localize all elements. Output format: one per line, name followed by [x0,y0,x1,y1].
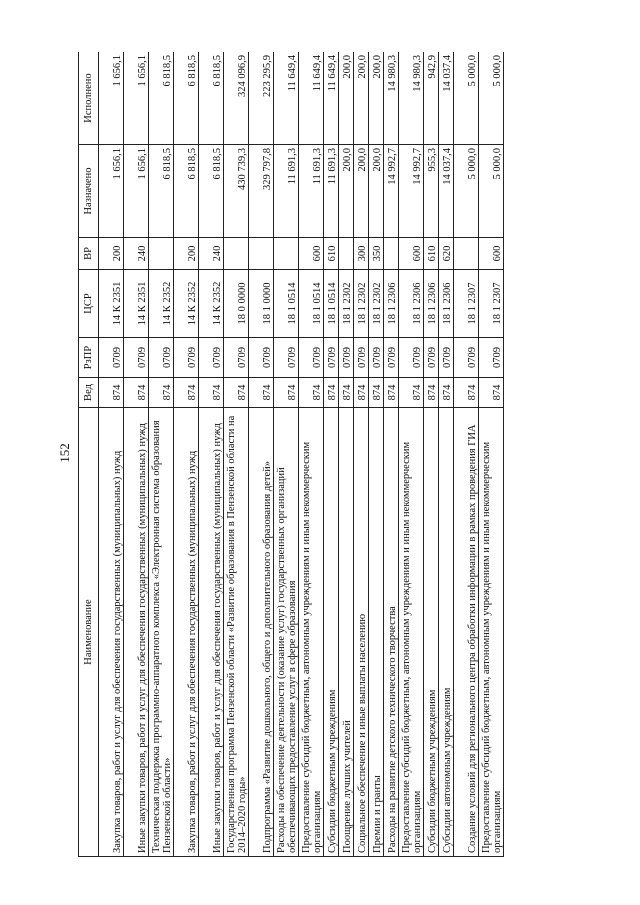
cell-assigned: 5 000,0 [454,145,479,238]
cell-executed: 11 649,4 [274,52,299,145]
header-csr: ЦСР [79,270,99,338]
cell-ved: 874 [274,378,299,408]
cell-vr: 240 [124,238,149,270]
cell-assigned: 6 818,5 [174,145,199,238]
cell-name: Закупка товаров, работ и услуг для обеспечения государственных (муниципальных) нужд [99,408,124,857]
cell-csr: 14 К 2351 [124,270,149,338]
cell-csr: 18 1 2306 [399,270,424,338]
cell-name: Иные закупки товаров, работ и услуг для обеспечения государственных (муниципальных) нужд [124,408,149,857]
cell-vr [454,238,479,270]
cell-ved: 874 [299,378,324,408]
cell-ved: 874 [124,378,149,408]
cell-executed: 14 980,3 [384,52,399,145]
cell-rzpr: 0709 [224,338,249,378]
cell-csr: 18 1 0000 [249,270,274,338]
cell-csr: 18 0 0000 [224,270,249,338]
cell-executed: 942,9 [424,52,439,145]
cell-executed: 14 980,3 [399,52,424,145]
cell-csr: 18 1 2302 [354,270,369,338]
cell-csr: 14 К 2352 [199,270,224,338]
cell-name: Закупка товаров, работ и услуг для обеспечения государственных (муниципальных) нужд [174,408,199,857]
cell-assigned: 11 691,3 [299,145,324,238]
header-vr: ВР [79,238,99,270]
table-body [99,52,504,857]
cell-rzpr: 0709 [149,338,174,378]
cell-csr: 18 1 2307 [454,270,479,338]
cell-name: Расходы на развитие детского технического творчества [384,408,399,857]
cell-rzpr: 0709 [174,338,199,378]
cell-name: Техническая поддержка программно-аппаратного комплекса «Электронная система образования Пензенской области» [149,408,174,857]
cell-name: Государственная программа Пензенской области «Развитие образования в Пензенской области на 2014–2020 годы» [224,408,249,857]
cell-rzpr: 0709 [454,338,479,378]
cell-assigned: 200,0 [339,145,354,238]
page-number-text: 152 [57,443,72,463]
cell-name: Предоставление субсидий бюджетным, автономным учреждениям и иным некоммерческим организациям [479,408,504,857]
cell-rzpr: 0709 [479,338,504,378]
table-row [299,52,324,857]
cell-csr: 18 1 2306 [424,270,439,338]
cell-rzpr: 0709 [399,338,424,378]
table-row [324,52,339,857]
cell-csr: 18 1 2306 [384,270,399,338]
cell-vr [274,238,299,270]
cell-ved: 874 [174,378,199,408]
cell-vr: 600 [479,238,504,270]
header-rzpr: РзПР [79,338,99,378]
cell-name: Социальное обеспечение и иные выплаты населению [354,408,369,857]
cell-ved: 874 [99,378,124,408]
table-row [339,52,354,857]
table-row [384,52,399,857]
table-row [174,52,199,857]
cell-executed: 6 818,5 [149,52,174,145]
cell-ved: 874 [149,378,174,408]
cell-ved: 874 [399,378,424,408]
cell-assigned: 14 992,7 [399,145,424,238]
table-row [274,52,299,857]
cell-vr [149,238,174,270]
header-name: Наименование [79,408,99,857]
cell-rzpr: 0709 [384,338,399,378]
cell-assigned: 14 037,4 [439,145,454,238]
cell-ved: 874 [324,378,339,408]
cell-vr [339,238,354,270]
cell-executed: 5 000,0 [454,52,479,145]
cell-executed: 324 096,9 [224,52,249,145]
table-row [399,52,424,857]
cell-ved: 874 [479,378,504,408]
cell-vr [224,238,249,270]
cell-assigned: 955,3 [424,145,439,238]
cell-assigned: 5 000,0 [479,145,504,238]
cell-assigned: 200,0 [369,145,384,238]
cell-executed: 14 037,4 [439,52,454,145]
cell-vr: 610 [324,238,339,270]
cell-csr: 18 1 0514 [299,270,324,338]
cell-executed: 223 295,9 [249,52,274,145]
cell-csr: 14 К 2352 [174,270,199,338]
table-row [479,52,504,857]
cell-ved: 874 [454,378,479,408]
cell-ved: 874 [369,378,384,408]
cell-rzpr: 0709 [99,338,124,378]
cell-name: Поощрение лучших учителей [339,408,354,857]
cell-csr: 18 1 0514 [324,270,339,338]
cell-ved: 874 [249,378,274,408]
cell-assigned: 11 691,3 [274,145,299,238]
cell-vr: 620 [439,238,454,270]
cell-vr: 240 [199,238,224,270]
cell-csr: 14 К 2351 [99,270,124,338]
table-header-row [79,52,99,857]
cell-assigned: 6 818,5 [199,145,224,238]
cell-vr: 610 [424,238,439,270]
table-row [249,52,274,857]
cell-executed: 200,0 [339,52,354,145]
cell-rzpr: 0709 [199,338,224,378]
header-ved: Вед [79,378,99,408]
cell-rzpr: 0709 [369,338,384,378]
cell-assigned: 6 818,5 [149,145,174,238]
cell-name: Премии и гранты [369,408,384,857]
page-number [55,443,75,463]
table-row [354,52,369,857]
cell-executed: 6 818,5 [174,52,199,145]
table-row [99,52,124,857]
header-assigned: Назначено [79,145,99,238]
table-rotation-wrapper [78,52,608,857]
cell-vr [384,238,399,270]
cell-ved: 874 [224,378,249,408]
table-row [369,52,384,857]
table-row [439,52,454,857]
cell-vr: 200 [174,238,199,270]
cell-rzpr: 0709 [439,338,454,378]
cell-ved: 874 [424,378,439,408]
cell-name: Субсидии автономным учреждениям [439,408,454,857]
cell-rzpr: 0709 [274,338,299,378]
cell-rzpr: 0709 [249,338,274,378]
cell-rzpr: 0709 [124,338,149,378]
cell-assigned: 329 797,8 [249,145,274,238]
cell-name: Создание условий для регионального центра обработки информации в рамках проведения ГИА [454,408,479,857]
cell-executed: 11 649,4 [324,52,339,145]
cell-csr: 18 1 2302 [339,270,354,338]
cell-executed: 1 656,1 [124,52,149,145]
cell-assigned: 430 739,3 [224,145,249,238]
table-row [454,52,479,857]
cell-executed: 11 649,4 [299,52,324,145]
table-row [224,52,249,857]
cell-executed: 1 656,1 [99,52,124,145]
cell-csr: 18 1 0514 [274,270,299,338]
cell-rzpr: 0709 [299,338,324,378]
cell-vr: 350 [369,238,384,270]
cell-csr: 14 К 2352 [149,270,174,338]
cell-executed: 200,0 [369,52,384,145]
cell-name: Субсидии бюджетным учреждениям [324,408,339,857]
budget-table [78,52,504,857]
rotated-table-area [78,52,608,857]
cell-csr: 18 1 2302 [369,270,384,338]
cell-csr: 18 1 2306 [439,270,454,338]
cell-rzpr: 0709 [339,338,354,378]
cell-vr [249,238,274,270]
table-row [424,52,439,857]
cell-name: Расходы на обеспечение деятельности (оказание услуг) государственных организаций обеспечивающих предоставление услуг в сфере образования [274,408,299,857]
cell-name: Подпрограмма «Развитие дошкольного, общего и дополнительного образования детей» [249,408,274,857]
cell-name: Предоставление субсидий бюджетным, автономным учреждениям и иным некоммерческим организациям [399,408,424,857]
cell-vr: 600 [399,238,424,270]
table-row [199,52,224,857]
cell-rzpr: 0709 [424,338,439,378]
cell-rzpr: 0709 [324,338,339,378]
cell-name: Иные закупки товаров, работ и услуг для обеспечения государственных (муниципальных) нужд [199,408,224,857]
cell-vr: 600 [299,238,324,270]
cell-csr: 18 1 2307 [479,270,504,338]
cell-ved: 874 [354,378,369,408]
cell-executed: 6 818,5 [199,52,224,145]
cell-ved: 874 [384,378,399,408]
cell-executed: 200,0 [354,52,369,145]
table-row [149,52,174,857]
cell-assigned: 200,0 [354,145,369,238]
cell-name: Предоставление субсидий бюджетным, автономным учреждениям и иным некоммерческим организациям [299,408,324,857]
cell-assigned: 1 656,1 [124,145,149,238]
cell-ved: 874 [339,378,354,408]
cell-executed: 5 000,0 [479,52,504,145]
cell-vr: 300 [354,238,369,270]
cell-ved: 874 [439,378,454,408]
cell-ved: 874 [199,378,224,408]
cell-assigned: 11 691,3 [324,145,339,238]
cell-assigned: 1 656,1 [99,145,124,238]
cell-assigned: 14 992,7 [384,145,399,238]
table-row [124,52,149,857]
cell-rzpr: 0709 [354,338,369,378]
header-executed: Исполнено [79,52,99,145]
cell-name: Субсидии бюджетным учреждениям [424,408,439,857]
cell-vr: 200 [99,238,124,270]
